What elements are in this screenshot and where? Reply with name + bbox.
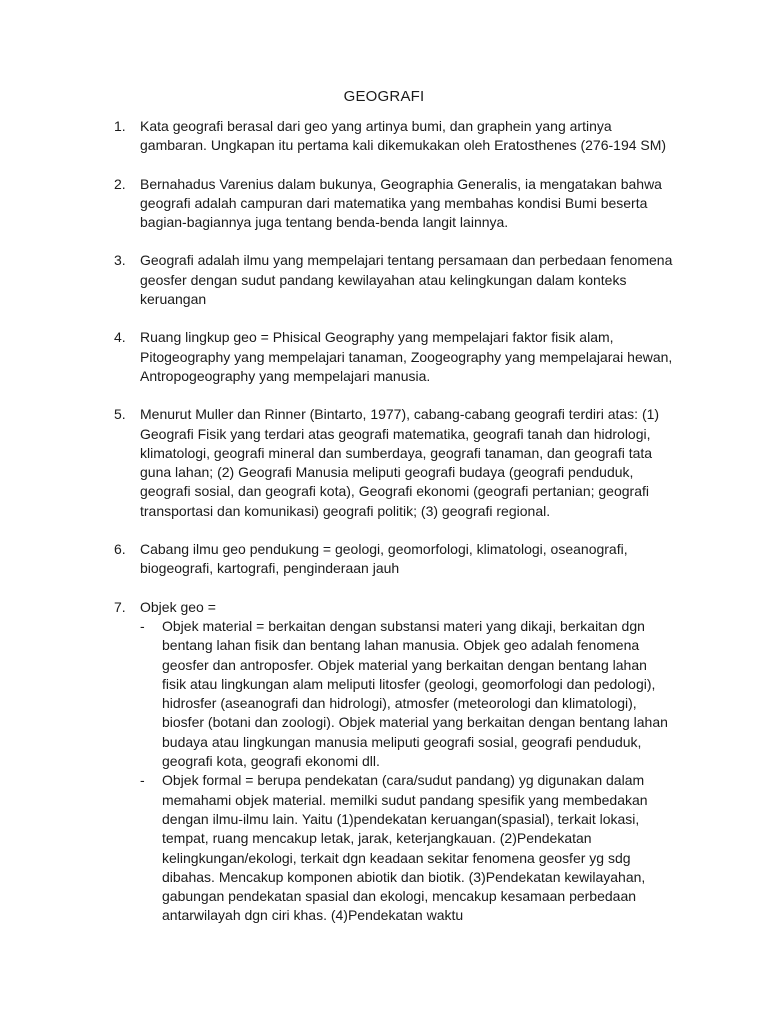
item-text: Geografi adalah ilmu yang mempelajari tentang persamaan dan perbedaan fenomena geosfer dengan sudut pandang kewilayahan atau kelingkungan dalam konteks keruangan: [140, 252, 673, 308]
sub-item-bullet: -: [140, 617, 145, 634]
sub-item-text: Objek formal = berupa pendekatan (cara/sudut pandang) yg digunakan dalam memahami objek material. memilki sudut pandang spesifik yang membedakan dengan ilmu-ilmu lain. Yaitu (1)pendekatan keruangan(spasial), terkait lokasi, tempat, ruang mencakup letak, jarak, keterjangkauan. (2)Pendekatan kelingkungan/ekologi, terkait dgn keadaan sekitar fenomena geosfer yg sdg dibahas. Mencakup komponen abiotik dan biotik. (3)Pendekatan kewilayahan, gabungan pendekatan spasial dan ekologi, mencakup kesamaan perbedaan antarwilayah dgn ciri khas. (4)Pendekatan waktu: [162, 772, 648, 924]
numbered-list: [114, 117, 674, 945]
list-item: [114, 598, 674, 926]
sub-list: [140, 617, 674, 926]
sub-item-text: Objek material = berkaitan dengan substansi materi yang dikaji, berkaitan dgn bentang lahan fisik dan bentang lahan manusia. Objek geo adalah fenomena geosfer dan antroposfer. Objek material yang berkaitan dengan bentang lahan fisik atau lingkungan alam meliputi litosfer (geologi, geomorfologi dan pedologi), hidrosfer (aseanografi dan hidrologi), atmosfer (meteorologi dan klimatologi), biosfer (botani dan zoologi). Objek material yang berkaitan dengan bentang lahan budaya atau lingkungan manusia meliputi geografi sosial, geografi penduduk, geografi kota, geografi ekonomi dll.: [162, 617, 668, 770]
item-text: Objek geo =: [140, 598, 216, 615]
list-item: [114, 175, 674, 233]
item-text: Cabang ilmu geo pendukung = geologi, geomorfologi, klimatologi, oseanografi, biogeografi, kartografi, penginderaan jauh: [140, 541, 628, 577]
item-text: Ruang lingkup geo = Phisical Geography yang mempelajari faktor fisik alam, Pitogeography yang mempelajari tanaman, Zoogeography yang mempelajarai hewan, Antropogeography yang mempelajari manusia.: [140, 329, 673, 384]
list-item: [114, 540, 674, 579]
item-number: 4.: [114, 329, 126, 346]
sub-list-item: [140, 617, 674, 771]
item-number: 5.: [114, 406, 126, 423]
item-number: 6.: [114, 541, 126, 558]
sub-list-item: [140, 771, 674, 925]
page-title: GEOGRAFI: [343, 88, 425, 105]
item-number: 3.: [114, 252, 126, 269]
list-item: [114, 328, 674, 386]
item-number: 1.: [114, 118, 126, 134]
item-number: 2.: [114, 175, 126, 192]
item-text: Menurut Muller dan Rinner (Bintarto, 1977), cabang-cabang geografi terdiri atas: (1) Geografi Fisik yang terdari atas geografi matematika, geografi tanah dan hidrologi, klimatologi, geografi mineral dan sumberdaya, geografi tanaman, dan geografi tata guna lahan; (2) Geografi Manusia meliputi geografi budaya (geografi penduduk, geografi sosial, dan geografi kota), Geografi ekonomi (geografi pertanian; geografi transportasi dan komunikasi) geografi politik; (3) geografi regional.: [140, 406, 660, 519]
list-item: [114, 251, 674, 309]
list-item: [114, 405, 674, 521]
item-text: Kata geografi berasal dari geo yang artinya bumi, dan graphein yang artinya gambaran. Ungkapan itu pertama kali dikemukakan oleh Eratosthenes (276-194 SM): [140, 118, 667, 154]
item-text: Bernahadus Varenius dalam bukunya, Geographia Generalis, ia mengatakan bahwa geografi adalah campuran dari matematika yang membahas kondisi Bumi beserta bagian-bagiannya juga tentang benda-benda langit lainnya.: [140, 175, 662, 231]
item-number: 7.: [114, 598, 126, 615]
sub-item-bullet: -: [140, 772, 145, 789]
list-item: [114, 117, 674, 156]
